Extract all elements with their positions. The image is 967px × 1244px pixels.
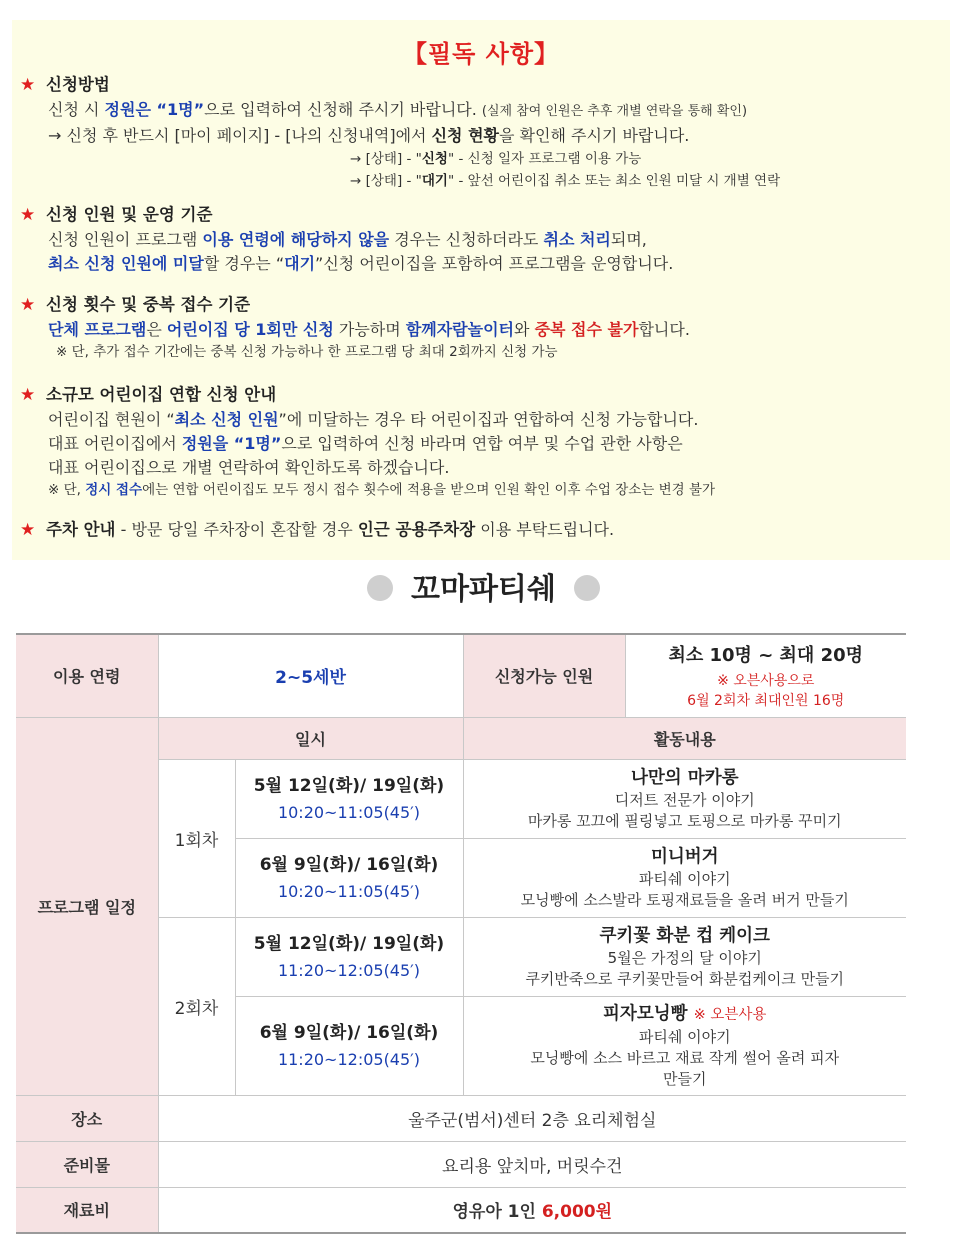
- notice-line: ※ 단, 추가 접수 기간에는 중복 신청 가능하나 한 프로그램 당 최대 2회까지 신청 가능: [56, 344, 558, 360]
- notice-line: 대표 어린이집으로 개별 연락하여 확인하도록 하겠습니다.: [48, 458, 450, 477]
- round-label: 1회차: [158, 759, 235, 917]
- table-row: [16, 1141, 906, 1187]
- notice-section-small-daycare: [20, 382, 945, 501]
- round-label: 2회차: [158, 917, 235, 1095]
- activity-title: 미니버거: [650, 846, 719, 867]
- session-activity: 쿠키꽃 화분 컵 케이크 5월은 가정의 달 이야기 쿠키반죽으로 쿠키꽃만들어 화분컵케이크 만들기: [463, 917, 906, 996]
- capacity-label: 신청가능 인원: [463, 634, 625, 717]
- star-icon: ★: [20, 75, 36, 95]
- prep-value: 요리용 앞치마, 머릿수건: [158, 1141, 906, 1187]
- activity-title: 나만의 마카롱: [630, 767, 739, 788]
- fee-prefix: 영유아 1인: [452, 1202, 542, 1223]
- session-date: 5월 12일(화)/ 19일(화): [253, 775, 445, 796]
- table-row: [16, 717, 906, 759]
- notice-line: 단체 프로그램은 어린이집 당 1회만 신청 가능하며 함께자람놀이터와 중복 접수 불가합니다.: [48, 320, 690, 339]
- notice-line: → 신청 후 반드시 [마이 페이지] - [나의 신청내역]에서 신청 현황을 확인해 주시기 바랍니다.: [48, 126, 690, 145]
- col-header-date: 일시: [158, 717, 463, 759]
- section-heading: 소규모 어린이집 연합 신청 안내: [46, 385, 277, 404]
- notice-line: 대표 어린이집에서 정원을 “1명”으로 입력하여 신청 바라며 연합 여부 및 수업 관한 사항은: [48, 434, 683, 453]
- notice-line: 신청 인원이 프로그램 이용 연령에 해당하지 않을 경우는 신청하더라도 취소 처리되며,: [48, 230, 647, 249]
- capacity-note: 6월 2회차 최대인원 16명: [687, 692, 845, 709]
- capacity-value: 최소 10명 ~ 최대 20명: [668, 644, 864, 666]
- notice-line: → [상태] - "대기" - 앞선 어린이집 취소 또는 최소 인원 미달 시 개별 연락: [350, 173, 781, 189]
- capacity-cell: [625, 634, 906, 717]
- activity-title: 피자모닝빵: [603, 1003, 688, 1024]
- notice-title: 【필독 사항】: [402, 40, 560, 68]
- oven-note: ※ 오븐사용: [693, 1006, 767, 1023]
- section-heading: 주차 안내: [46, 520, 116, 539]
- notice-section-duplicate: [20, 292, 945, 363]
- fee-label: 재료비: [16, 1187, 158, 1233]
- session-time: 11:20~12:05(45′): [277, 1049, 421, 1069]
- notice-section-operation: [20, 202, 945, 276]
- age-label: 이용 연령: [16, 634, 158, 717]
- table-row: [16, 634, 906, 717]
- prep-label: 준비물: [16, 1141, 158, 1187]
- age-value: 2~5세반: [158, 634, 463, 717]
- place-label: 장소: [16, 1095, 158, 1141]
- star-icon: ★: [20, 295, 36, 315]
- session-date: 5월 12일(화)/ 19일(화): [253, 933, 445, 954]
- section-heading: 신청방법: [46, 75, 110, 94]
- notice-line: 어린이집 현원이 “최소 신청 인원”에 미달하는 경우 타 어린이집과 연합하여 신청 가능합니다.: [48, 410, 699, 429]
- fee-cell: [158, 1187, 906, 1233]
- notice-line: 최소 신청 인원에 미달할 경우는 “대기”신청 어린이집을 포함하여 프로그램을 운영합니다.: [48, 254, 674, 273]
- place-value: 울주군(범서)센터 2층 요리체험실: [158, 1095, 906, 1141]
- session-datetime: [235, 759, 463, 838]
- session-activity: 미니버거 파티쉐 이야기 모닝빵에 소스발라 토핑재료들을 올려 버거 만들기: [463, 838, 906, 917]
- session-time: 10:20~11:05(45′): [277, 881, 421, 901]
- section-heading: 신청 횟수 및 중복 접수 기준: [46, 295, 251, 314]
- notice-section-parking: ★ 주차 안내 - 방문 당일 주차장이 혼잡할 경우 인근 공용주차장 이용 부탁드립니다.: [20, 517, 945, 543]
- notice-section-apply-method: [20, 72, 945, 192]
- table-row: [16, 1187, 906, 1233]
- star-icon: ★: [20, 520, 36, 540]
- notice-line: ※ 단, 정시 접수에는 연합 어린이집도 모두 정시 접수 횟수에 적용을 받으며 인원 확인 이후 수업 장소는 변경 불가: [48, 482, 716, 498]
- session-datetime: [235, 838, 463, 917]
- col-header-activity: 활동내용: [463, 717, 906, 759]
- star-icon: ★: [20, 385, 36, 405]
- fee-value: 6,000원: [541, 1202, 613, 1223]
- program-title: 꼬마파티쉐: [0, 565, 967, 615]
- notice-line: 신청 시 정원은 “1명”으로 입력하여 신청해 주시기 바랍니다. (실제 참여 인원은 추후 개별 연락을 통해 확인): [48, 100, 748, 119]
- session-date: 6월 9일(화)/ 16일(화): [259, 1022, 439, 1043]
- notice-box: [12, 20, 950, 560]
- session-datetime: [235, 917, 463, 996]
- session-activity: 나만의 마카롱 디저트 전문가 이야기 마카롱 꼬끄에 필링넣고 토핑으로 마카롱 꾸미기: [463, 759, 906, 838]
- bullet-dot-icon: [367, 575, 393, 601]
- activity-title: 쿠키꽃 화분 컵 케이크: [599, 925, 770, 946]
- session-time: 10:20~11:05(45′): [277, 802, 421, 822]
- star-icon: ★: [20, 205, 36, 225]
- program-table: [16, 633, 906, 1234]
- schedule-label: 프로그램 일정: [16, 717, 158, 1095]
- capacity-note: ※ 오븐사용으로: [717, 672, 815, 689]
- notice-line: → [상태] - "신청" - 신청 일자 프로그램 이용 가능: [350, 151, 642, 167]
- bullet-dot-icon: [574, 575, 600, 601]
- session-time: 11:20~12:05(45′): [277, 960, 421, 980]
- session-date: 6월 9일(화)/ 16일(화): [259, 854, 439, 875]
- session-activity: 피자모닝빵 ※ 오븐사용 파티쉐 이야기 모닝빵에 소스 바르고 재료 작게 썰어 올려 피자 만들기: [463, 996, 906, 1095]
- session-datetime: [235, 996, 463, 1095]
- table-row: [16, 1095, 906, 1141]
- section-heading: 신청 인원 및 운영 기준: [46, 205, 213, 224]
